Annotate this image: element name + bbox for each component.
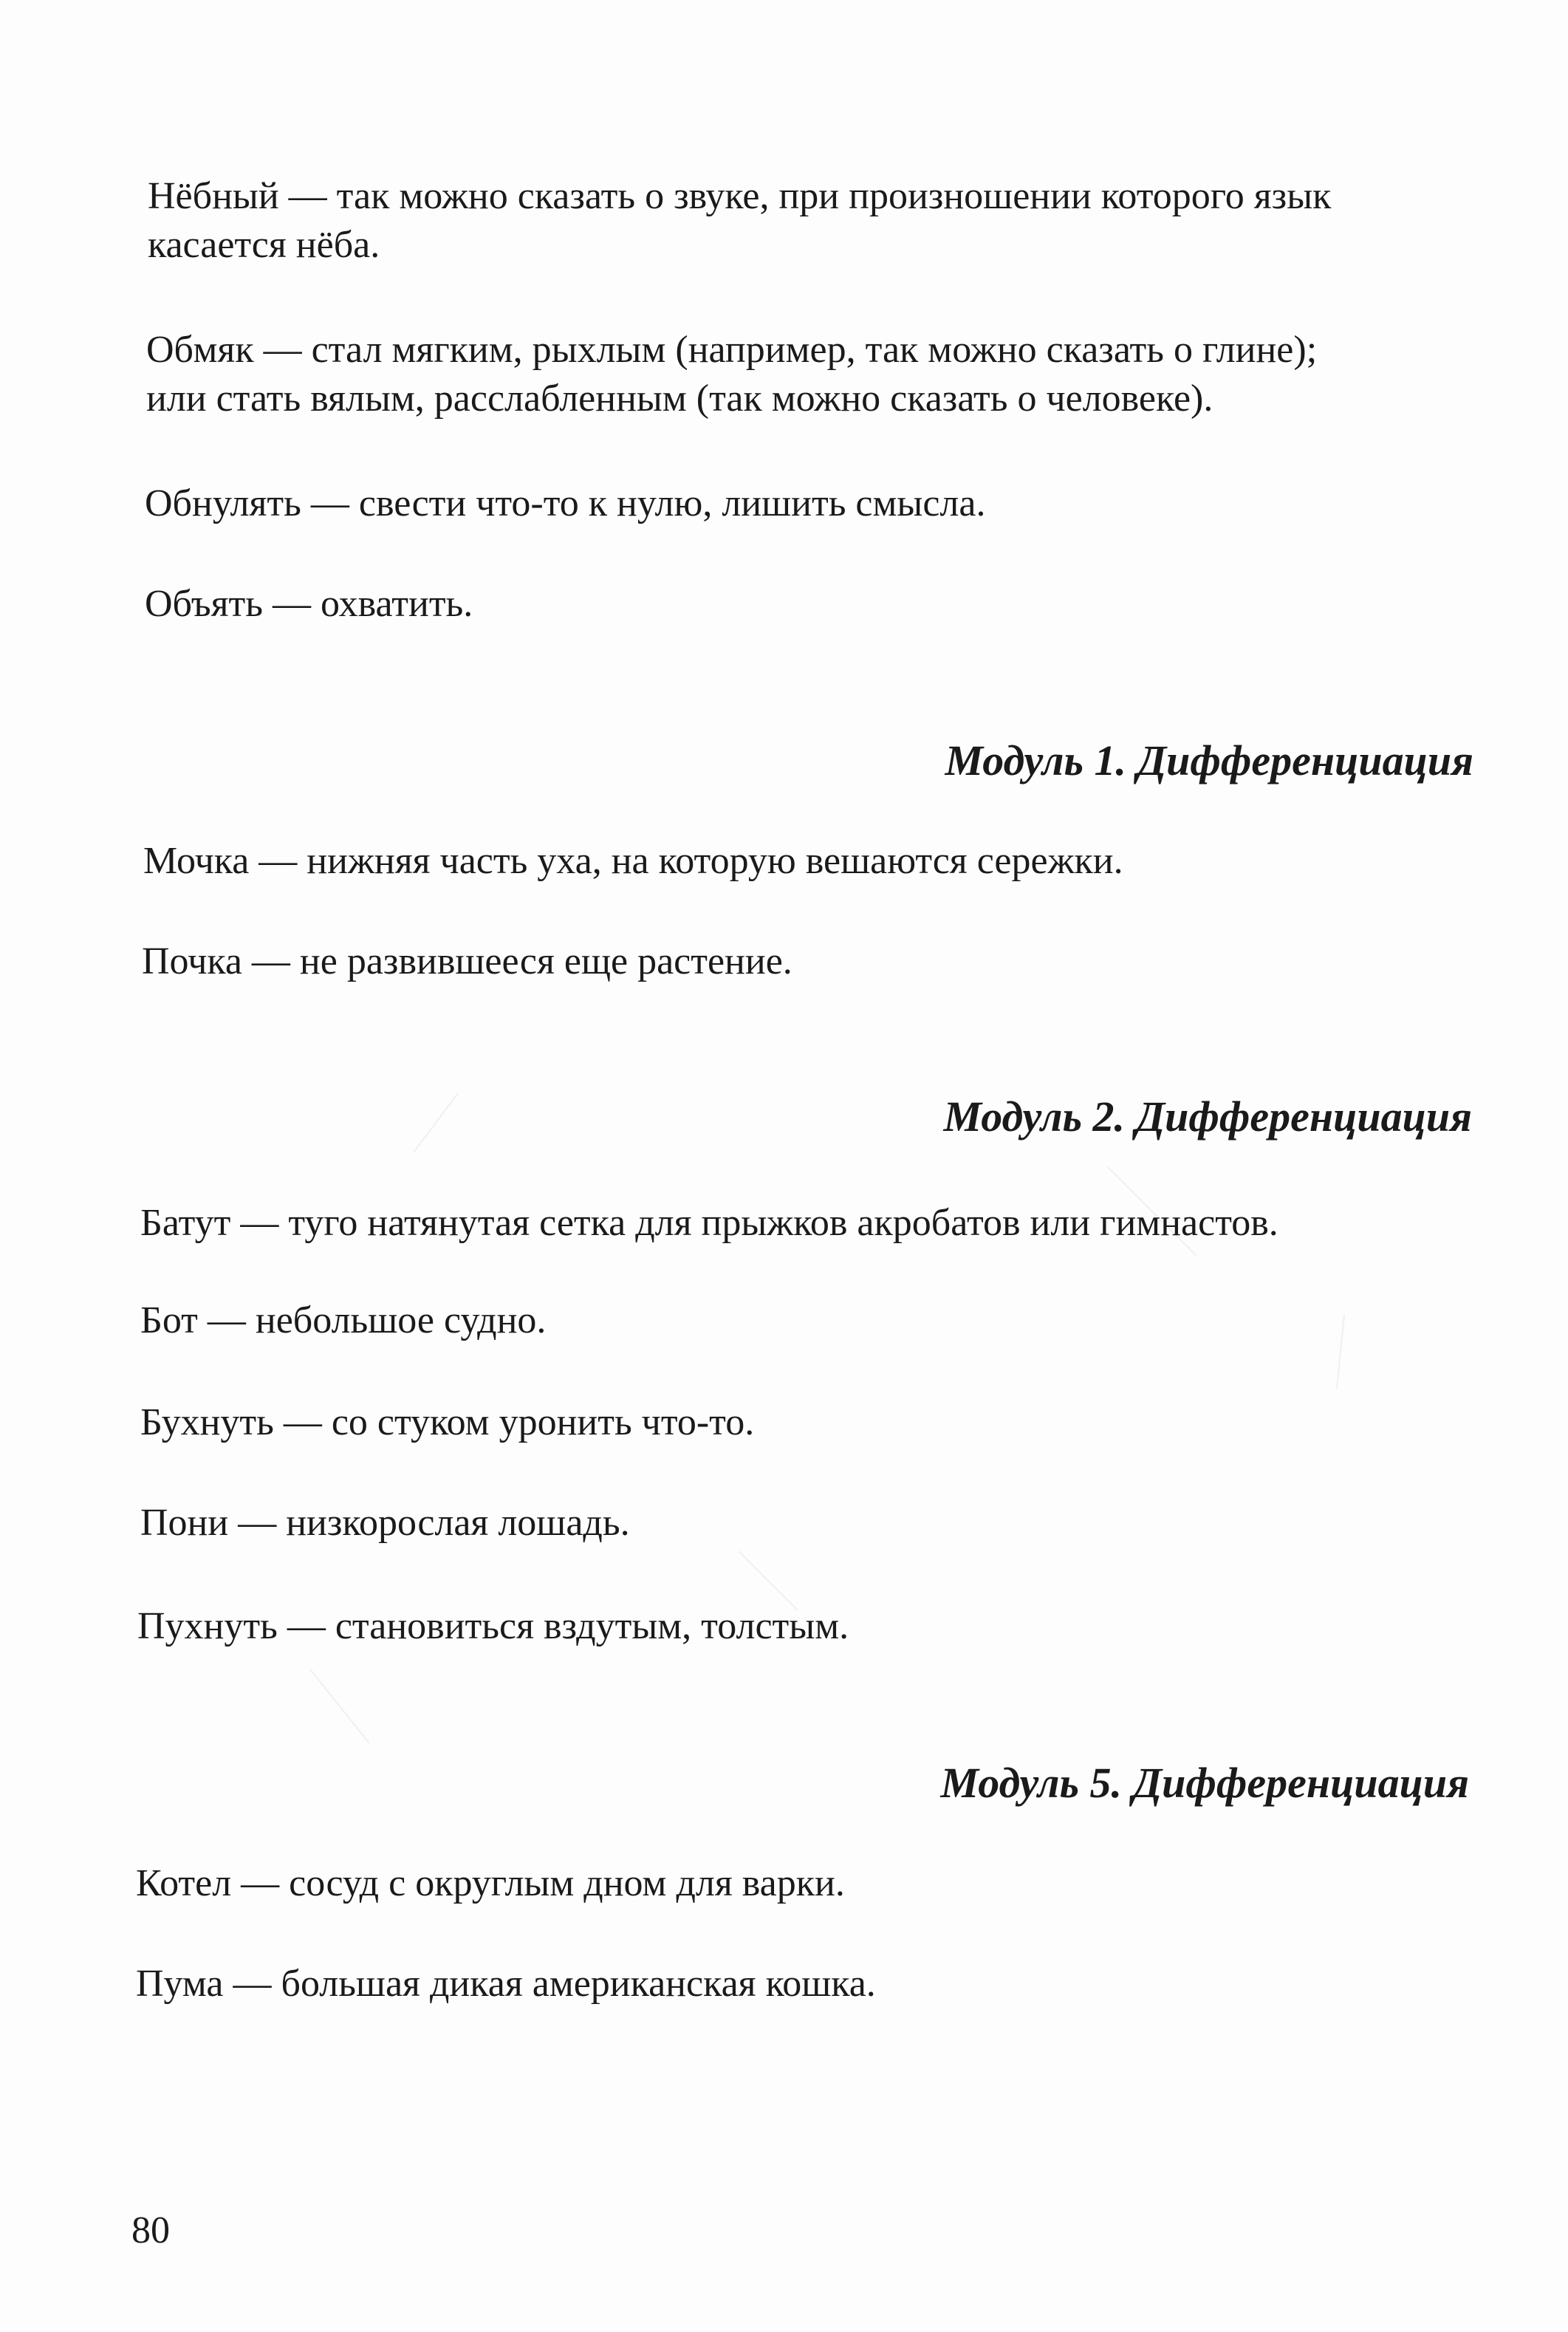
entry-mochka [143, 842, 1123, 891]
entry-puma [136, 1965, 876, 2014]
module-5-heading: Модуль 5. Дифференциация [940, 1759, 1469, 1807]
entry-bukhnut [140, 1403, 754, 1452]
entry-kotel-line: Котел — сосуд с округлым дном для варки. [136, 1862, 845, 1904]
entry-nebnyi-line-1: Нёбный — так можно сказать о звуке, при произношении которого язык [148, 175, 1332, 217]
entry-pochka-line: Почка — не развившееся еще растение. [142, 940, 792, 982]
entry-batut-line: Батут — туго натянутая сетка для прыжков акробатов или гимнастов. [140, 1202, 1278, 1244]
entry-obmyak-line-2: или стать вялым, расслабленным (так можно сказать о человеке). [146, 377, 1213, 420]
entry-obnulyat [145, 482, 986, 533]
entry-poni-line: Пони — низкорослая лошадь. [140, 1502, 630, 1544]
entry-bukhnut-line: Бухнуть — со стуком уронить что-то. [140, 1401, 755, 1443]
entry-bot-line: Бот — небольшое судно. [140, 1299, 547, 1341]
entry-obmyak-line-1: Обмяк — стал мягким, рыхлым (например, так можно сказать о глине); [146, 329, 1318, 371]
entry-pochka [142, 940, 792, 991]
entry-nebnyi-line-2: касается нёба. [148, 224, 380, 266]
entry-poni [140, 1504, 630, 1553]
module-2-heading: Модуль 2. Дифференциация [943, 1093, 1472, 1141]
entry-kotel [136, 1864, 845, 1913]
entry-nebnyi [148, 177, 1331, 275]
entry-bot [140, 1299, 547, 1350]
entry-pukhnut [137, 1607, 849, 1656]
entry-mochka-line: Мочка — нижняя часть уха, на которую вешаются сережки. [143, 840, 1123, 882]
entry-pukhnut-line: Пухнуть — становиться вздутым, толстым. [137, 1605, 849, 1647]
entry-obyat-line: Объять — охватить. [145, 583, 473, 625]
entry-obmyak [146, 331, 1317, 428]
entry-obyat [145, 585, 473, 634]
entry-obnulyat-line: Обнулять — свести что-то к нулю, лишить смысла. [145, 482, 986, 524]
module-1-heading: Модуль 1. Дифференциация [945, 736, 1473, 784]
page-number: 80 [131, 2209, 170, 2251]
entry-batut [140, 1204, 1278, 1253]
entry-puma-line: Пума — большая дикая американская кошка. [136, 1963, 876, 2005]
